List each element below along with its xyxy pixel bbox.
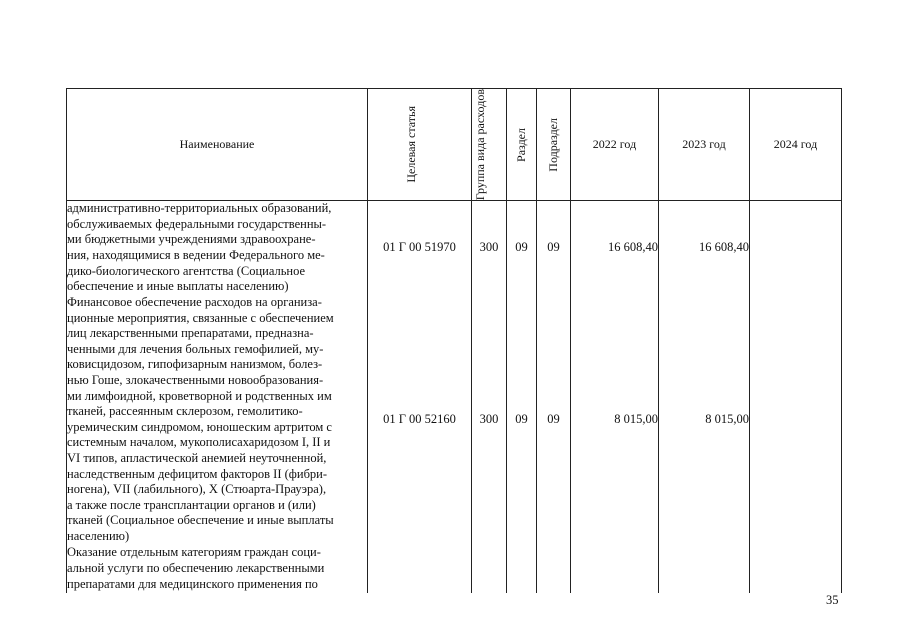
value-2022-cell	[571, 545, 659, 593]
header-2024: 2024 год	[750, 89, 842, 201]
table-row	[67, 295, 842, 545]
table-header-row	[67, 89, 842, 201]
row-description: административно-территориальных образований, обслуживаемых федеральными государственны- ми бюджетными учреждениями здравоохране- ния, находящимися в ведении Федерального ме- дико-биологического агентства (Социальное обеспечение и иные выплаты населению)	[67, 201, 368, 295]
header-subsection: Подраздел	[537, 89, 571, 201]
target-article-cell: 01 Г 00 51970	[368, 201, 472, 295]
subsection-cell	[537, 545, 571, 593]
header-2022: 2022 год	[571, 89, 659, 201]
target-article-cell	[368, 545, 472, 593]
value-2024-cell	[750, 295, 842, 545]
expense-group-cell: 300	[472, 295, 507, 545]
value-2022-cell: 16 608,40	[571, 201, 659, 295]
section-cell: 09	[507, 295, 537, 545]
value-2023-cell: 16 608,40	[659, 201, 750, 295]
page-number: 35	[826, 593, 839, 607]
value-2024-cell	[750, 201, 842, 295]
section-cell	[507, 545, 537, 593]
table-row	[67, 545, 842, 593]
row-description: Оказание отдельным категориям граждан соци- альной услуги по обеспечению лекарственными препаратами для медицинского применения по	[67, 545, 368, 593]
target-article-cell: 01 Г 00 52160	[368, 295, 472, 545]
expense-group-cell: 300	[472, 201, 507, 295]
header-section: Раздел	[507, 89, 537, 201]
header-target-article: Целевая статья	[368, 89, 472, 201]
value-2023-cell	[659, 545, 750, 593]
section-cell: 09	[507, 201, 537, 295]
subsection-cell: 09	[537, 201, 571, 295]
header-2023: 2023 год	[659, 89, 750, 201]
header-expense-group: Группа вида расходов	[472, 89, 507, 201]
expense-group-cell	[472, 545, 507, 593]
value-2022-cell: 8 015,00	[571, 295, 659, 545]
value-2023-cell: 8 015,00	[659, 295, 750, 545]
budget-table	[66, 88, 842, 593]
value-2024-cell	[750, 545, 842, 593]
subsection-cell: 09	[537, 295, 571, 545]
row-description: Финансовое обеспечение расходов на организа- ционные мероприятия, связанные с обеспечением лиц лекарственными препаратами, предназна- ченными для лечения больных гемофилией, му- ковисцидозом, гипофизарным нанизмом, болез- нью Гоше, злокачественными новообразования- ми лимфоидной, кроветворной и родственных им тканей, рассеянным склерозом, гемолитико- уремическим синдромом, юношеским артритом с системным началом, мукополисахаридозом I, II и VI типов, апластической анемией неуточненной, наследственным дефицитом факторов II (фибри- ногена), VII (лабильного), X (Стюарта-Прауэра), а также после трансплантации органов и (или) тканей (Социальное обеспечение и иные выплаты населению)	[67, 295, 368, 545]
table-row	[67, 201, 842, 295]
header-name: Наименование	[67, 89, 368, 201]
